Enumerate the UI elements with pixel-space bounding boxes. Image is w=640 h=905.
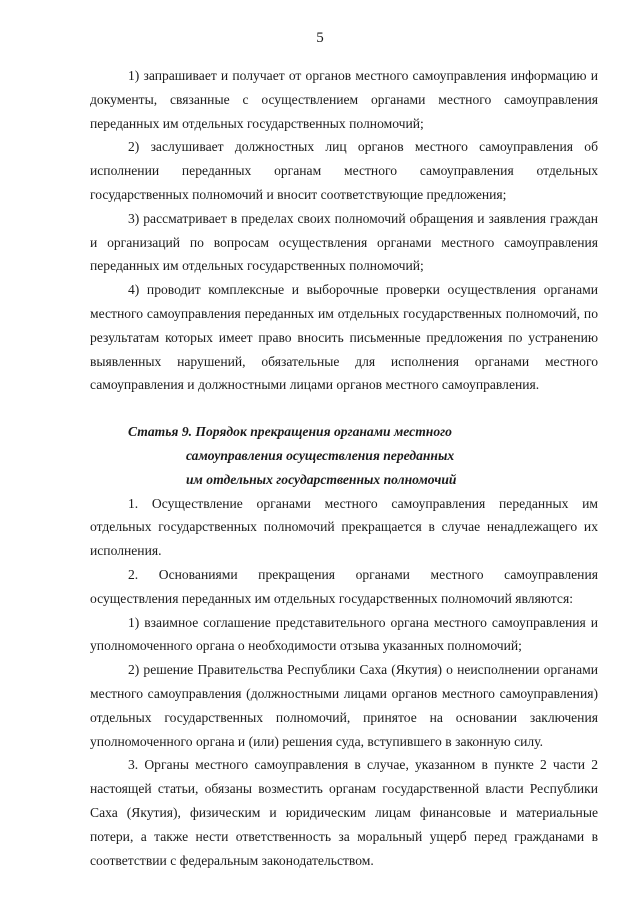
- list-item: 2) заслушивает должностных лиц органов местного самоуправления об исполнении переданных органам местного самоуправления отдельных государственных полномочий и вносит соответствующие предложения;: [90, 139, 598, 202]
- list-item: 1) запрашивает и получает от органов местного самоуправления информацию и документы, связанные с осуществлением органами местного самоуправления переданных им отдельных государственных полномочий;: [90, 68, 598, 131]
- page-number: 5: [316, 30, 324, 46]
- list-item: 3) рассматривает в пределах своих полномочий обращения и заявления граждан и организаций по вопросам осуществления органами местного самоуправления переданных им отдельных государственных полномочий;: [90, 210, 598, 274]
- list-item: 4) проводит комплексные и выборочные проверки осуществления органами местного самоуправления переданных им отдельных государственных полномочий, по результатам которых имеет право вносить письменные предложения по устранению выявленных нарушений, обязательные для исполнения органами местного самоуправления и должностными лицами органов местного самоуправления.: [90, 282, 598, 393]
- article-heading: [90, 420, 598, 491]
- article-subitem: 1) взаимное соглашение представительного органа местного самоуправления и уполномоченного органа о необходимости отзыва указанных полномочий;: [90, 614, 598, 654]
- article-heading-line: самоуправления осуществления переданных: [186, 447, 455, 463]
- article-subitem: 2) решение Правительства Республики Саха (Якутия) о неисполнении органами местного самоуправления (должностными лицами органов местного самоуправления) отдельных государственных полномочий, принятое на основании заключения уполномоченного органа и (или) решения суда, вступившего в законную силу.: [90, 662, 598, 749]
- article-heading-line: им отдельных государственных полномочий: [186, 471, 457, 487]
- article-heading-line: Статья 9. Порядок прекращения органами местного: [128, 424, 452, 440]
- article-paragraph: 2. Основаниями прекращения органами местного самоуправления осуществления переданных им отдельных государственных полномочий являются:: [90, 566, 598, 606]
- article-paragraph: 1. Осуществление органами местного самоуправления переданных им отдельных государственных полномочий прекращается в случае ненадлежащего их исполнения.: [90, 495, 598, 559]
- article-paragraph: 3. Органы местного самоуправления в случае, указанном в пункте 2 части 2 настоящей статьи, обязаны возместить органам государственной власти Республики Саха (Якутия), физическим и юридическим лицам финансовые и материальные потери, а также нести ответственность за моральный ущерб перед гражданами в соответствии с федеральным законодательством.: [90, 757, 598, 868]
- document-body: [90, 64, 598, 872]
